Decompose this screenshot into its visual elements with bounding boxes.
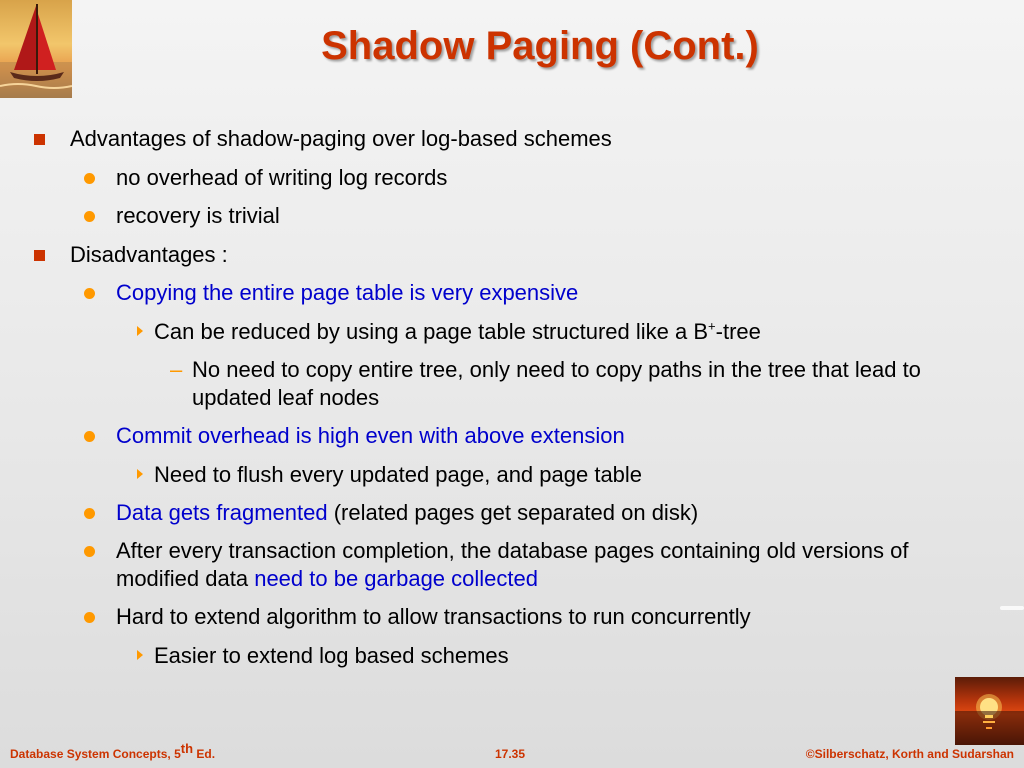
decorative-stroke [1000, 606, 1024, 610]
footer-book-title [10, 741, 216, 761]
bullet-garbage-collected [116, 537, 946, 593]
bullet-data-fragmented [116, 499, 698, 527]
circle-bullet-icon [84, 173, 95, 184]
superscript-th: th [180, 741, 194, 756]
sunset-logo-image [955, 677, 1024, 745]
circle-bullet-icon [84, 211, 95, 222]
footer-copyright: ©Silberschatz, Korth and Sudarshan [805, 747, 1014, 761]
circle-bullet-icon [84, 288, 95, 299]
bullet-copying-expensive: Copying the entire page table is very expensive [116, 280, 579, 305]
bullet-no-need-copy-tree: No need to copy entire tree, only need to copy paths in the tree that lead to updated leaf nodes [192, 357, 921, 410]
bullet-flush-pages: Need to flush every updated page, and page table [154, 462, 643, 487]
bullet-disadvantages: Disadvantages : [70, 242, 228, 267]
footer-slide-number: 17.35 [495, 747, 526, 761]
arrow-bullet-icon [137, 326, 143, 336]
superscript-plus: + [708, 318, 716, 334]
square-bullet-icon [34, 250, 45, 261]
arrow-bullet-icon [137, 469, 143, 479]
arrow-bullet-icon [137, 650, 143, 660]
text-segment: After every transaction completion, the database pages containing old versions of modified data [116, 538, 909, 591]
text-segment: -tree [715, 319, 761, 344]
circle-bullet-icon [84, 546, 95, 557]
text-segment: Can be reduced by using a page table structured like a B [154, 319, 709, 344]
text-segment: (related pages get separated on disk) [327, 500, 699, 525]
emphasis-text: Data gets fragmented [116, 500, 328, 525]
bullet-advantages: Advantages of shadow-paging over log-based schemes [70, 126, 612, 151]
bullet-reduced-by-btree [154, 318, 761, 346]
circle-bullet-icon [84, 508, 95, 519]
dash-bullet-icon: – [170, 357, 183, 382]
text-segment: Ed. [193, 747, 216, 761]
text-segment: Database System Concepts, 5 [10, 747, 181, 761]
bullet-no-overhead: no overhead of writing log records [116, 165, 448, 190]
square-bullet-icon [34, 134, 45, 145]
bullet-commit-overhead: Commit overhead is high even with above extension [116, 423, 625, 448]
bullet-easier-log-based: Easier to extend log based schemes [154, 643, 509, 668]
bullet-hard-to-extend: Hard to extend algorithm to allow transactions to run concurrently [116, 604, 751, 629]
bullet-recovery-trivial: recovery is trivial [116, 203, 280, 228]
emphasis-text: need to be garbage collected [254, 566, 538, 591]
circle-bullet-icon [84, 431, 95, 442]
circle-bullet-icon [84, 612, 95, 623]
slide-title: Shadow Paging (Cont.) [321, 24, 759, 68]
